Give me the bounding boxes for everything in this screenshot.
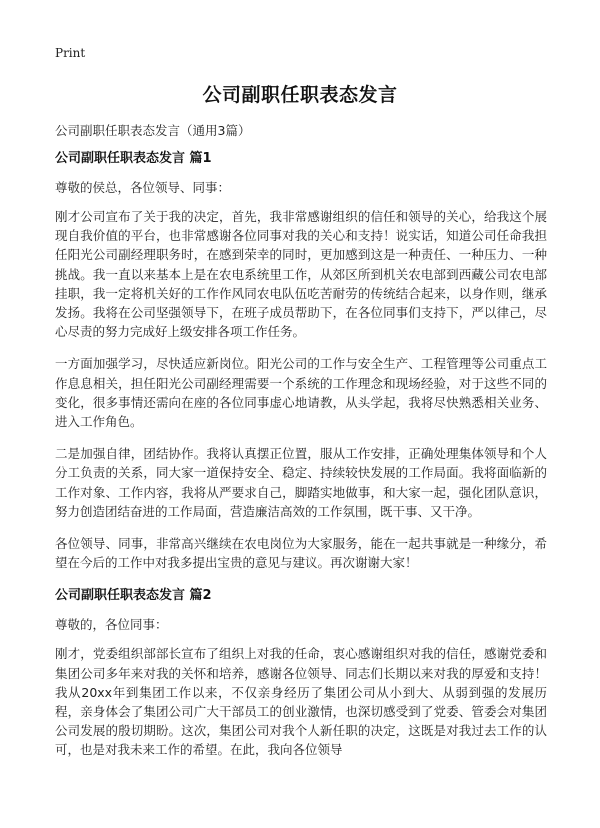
document-body: [55, 150, 547, 773]
document-subtitle: 公司副职任职表态发言（通用3篇）: [55, 123, 251, 138]
paragraph: 二是加强自律，团结协作。我将认真摆正位置，服从工作安排，正确处理集体领导和个人分工负责的关系，同大家一道保持安全、稳定、持续较快发展的工作局面。我将面临新的工作对象、工作内容，我将从严要求自己，脚踏实地做事，和大家一起，强化团队意识，努力创造团结奋进的工作局面，营造廉洁高效的工作氛围，既干事、又干净。: [55, 446, 547, 519]
section-greeting: 尊敬的侯总，各位领导、同事：: [55, 180, 231, 195]
section-1: [55, 150, 547, 572]
paragraph: 刚才公司宣布了关于我的决定，首先，我非常感谢组织的信任和领导的关心，给我这个展现自我价值的平台，也非常感谢各位同事对我的关心和支持！说实话，知道公司任命我担任阳光公司副经理职务时，在感到荣幸的同时，更加感到这是一种责任、一种压力、一种挑战。我一直以来基本上是在农电系统里工作，从郊区所到机关农电部到西藏公司农电部挂职，我一定将机关好的工作作风同农电队伍吃苦耐劳的传统结合起来，以身作则，继承发扬。我将在公司坚强领导下，在班子成员帮助下，在各位同事们支持下，严以律己，尽心尽责的努力完成好上级安排各项工作任务。: [55, 209, 547, 340]
paragraph: 一方面加强学习，尽快适应新岗位。阳光公司的工作与安全生产、工程管理等公司重点工作息息相关，担任阳光公司副经理需要一个系统的工作理念和现场经验，对于这些不同的变化，很多事情还需向在座的各位同事虚心地请教，从头学起，我将尽快熟悉相关业务、进入工作角色。: [55, 356, 547, 430]
section-heading: 公司副职任职表态发言 篇1: [55, 151, 212, 166]
page-title: 公司副职任职表态发言: [202, 84, 398, 106]
section-2: [55, 587, 547, 759]
paragraph: 各位领导、同事，非常高兴继续在农电岗位为大家服务，能在一起共事就是一种缘分，希望在今后的工作中对我多提出宝贵的意见与建议。再次谢谢大家！: [55, 536, 547, 571]
paragraph: 刚才，党委组织部部长宣布了组织上对我的任命，衷心感谢组织对我的信任，感谢党委和集团公司多年来对我的关怀和培养，感谢各位领导、同志们长期以来对我的厚爱和支持！我从20xx年到集团工作以来，不仅亲身经历了集团公司从小到大、从弱到强的发展历程，亲身体会了集团公司广大干部员工的创业激情，也深切感受到了党委、管委会对集团公司发展的殷切期盼。这次，集团公司对我个人新任职的决定，这既是对我过去工作的认可，也是对我未来工作的希望。在此，我向各位领导: [55, 646, 547, 758]
section-heading: 公司副职任职表态发言 篇2: [55, 588, 212, 604]
section-greeting: 尊敬的，各位同事：: [55, 617, 168, 633]
print-link[interactable]: Print: [55, 46, 86, 60]
